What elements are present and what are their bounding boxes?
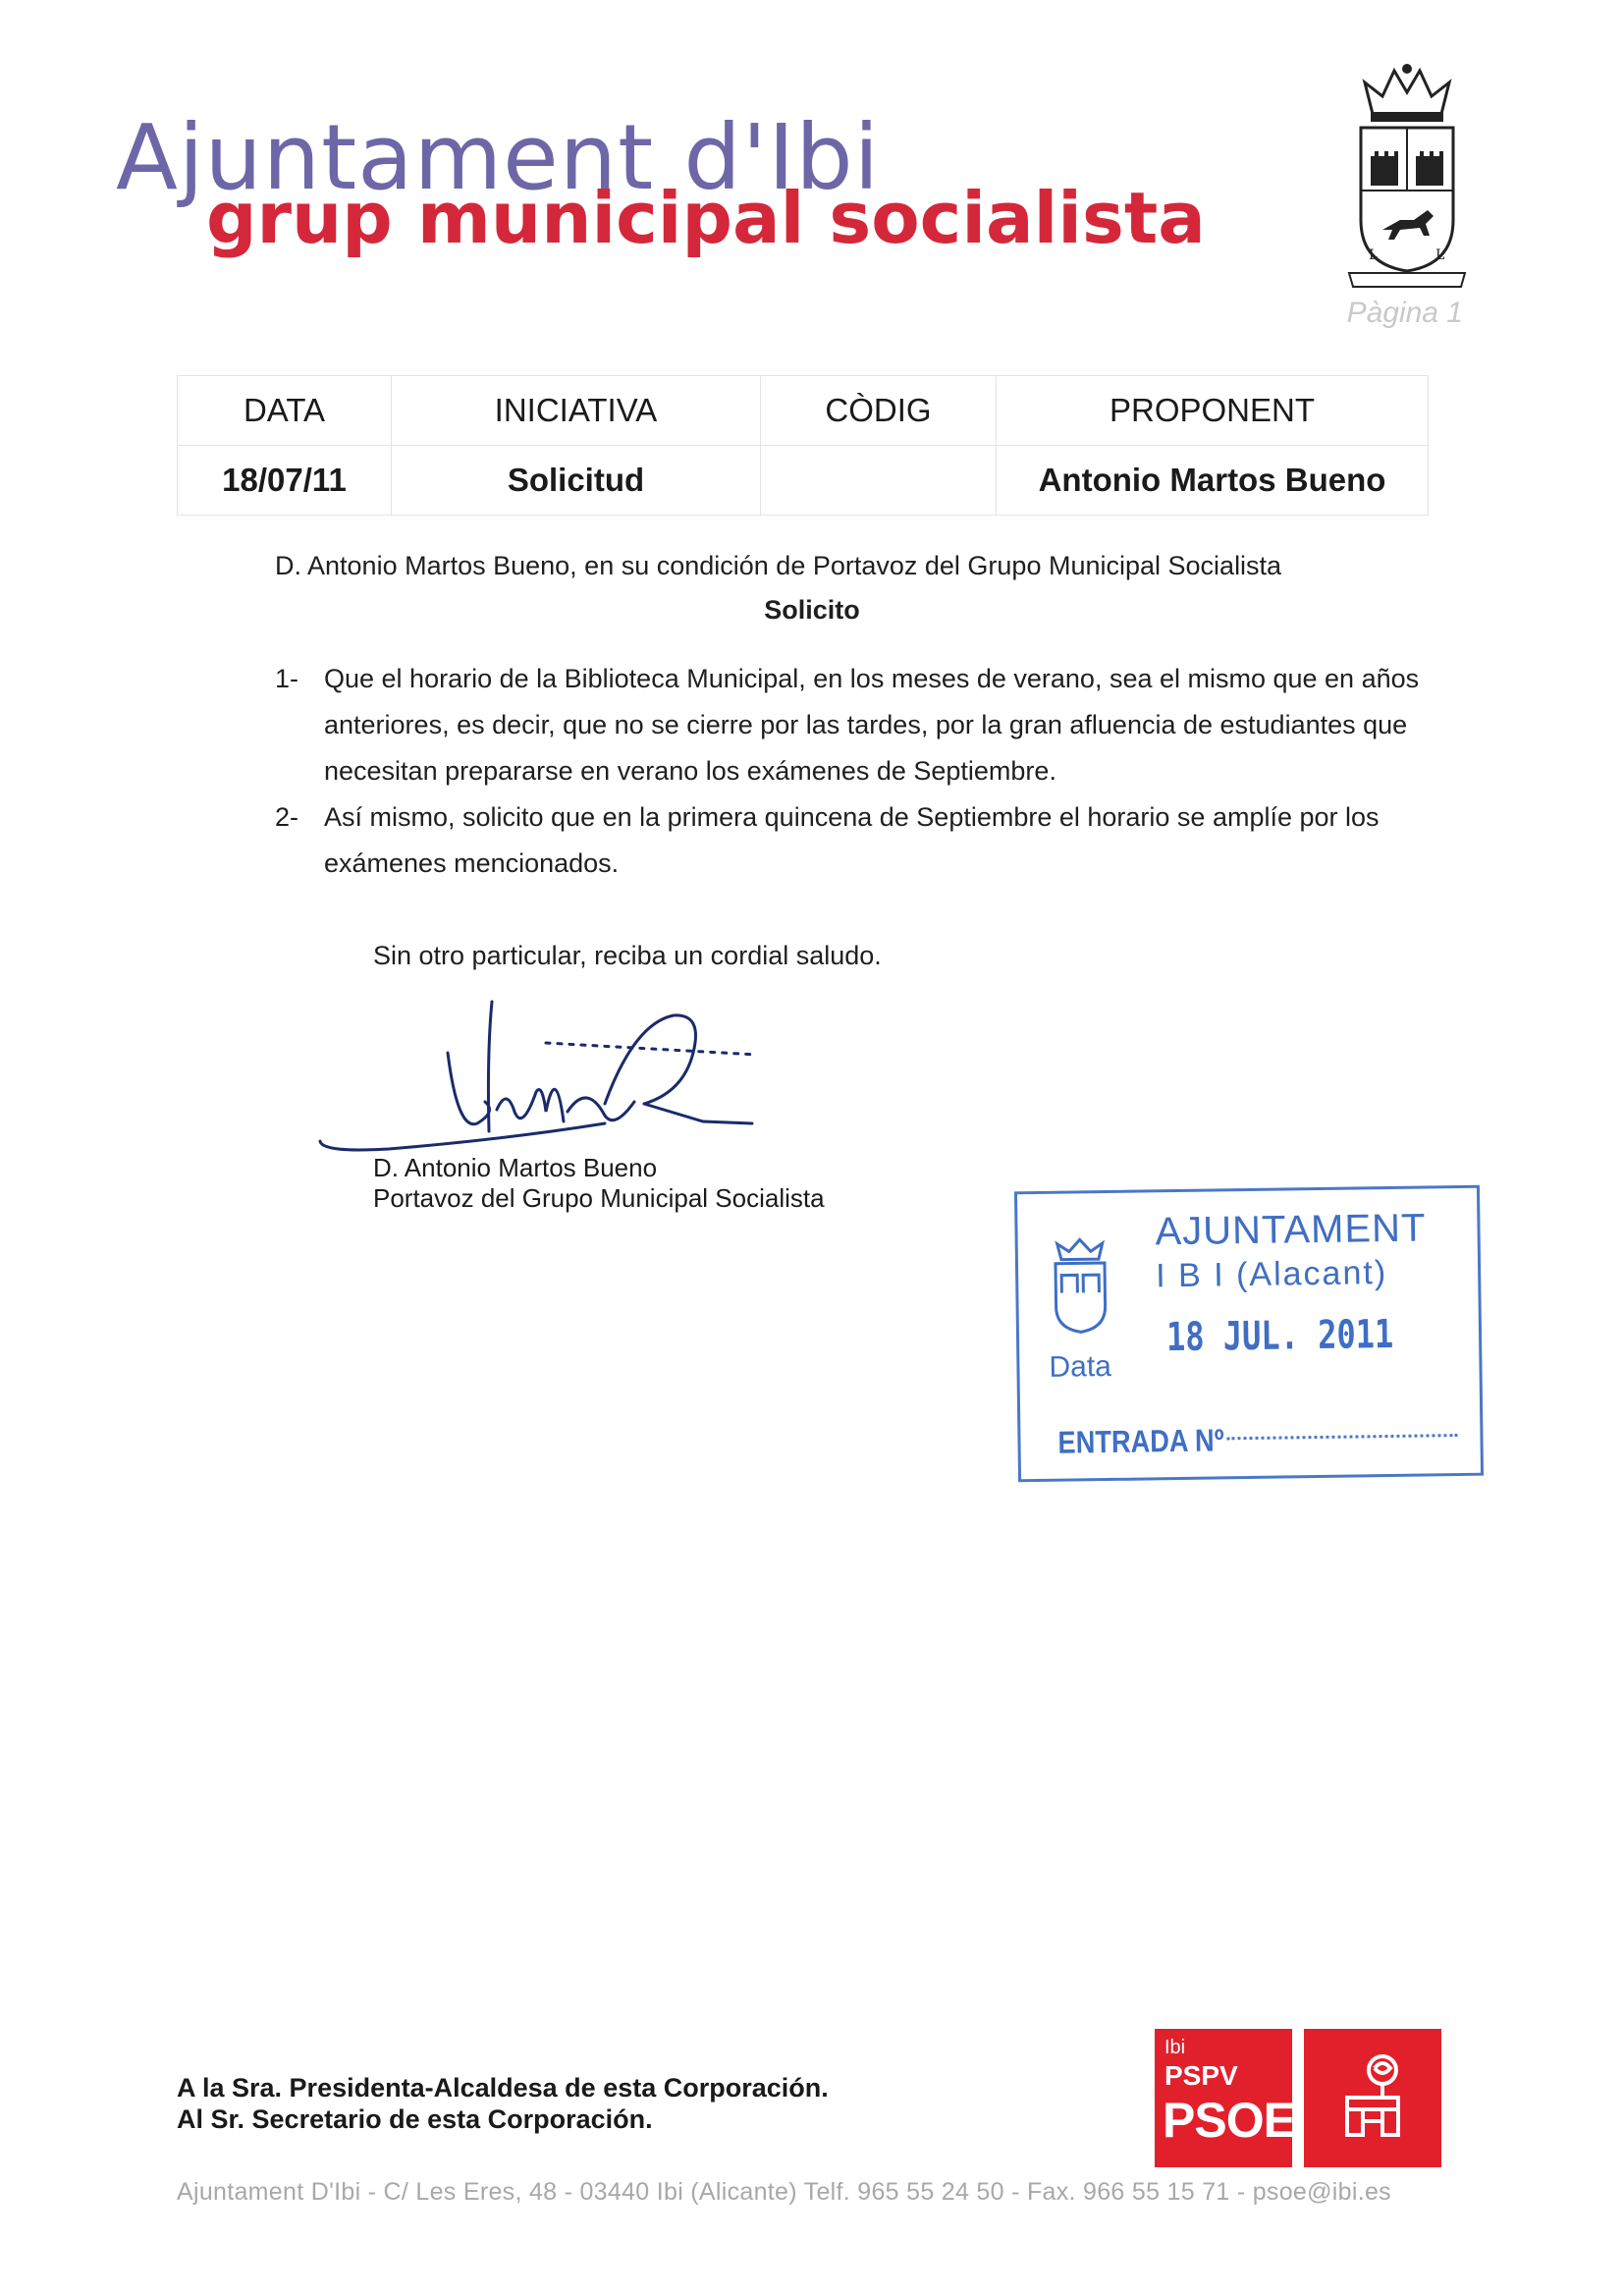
signer-role: Portavoz del Grupo Municipal Socialista xyxy=(373,1183,825,1213)
organization-title: Ajuntament d'Ibi xyxy=(116,105,881,210)
stamp-date: 18 JUL. 2011 xyxy=(1165,1311,1394,1361)
closing-text: Sin otro particular, reciba un cordial saludo. xyxy=(373,941,882,970)
value-data: 18/07/11 xyxy=(178,446,392,516)
registry-stamp xyxy=(1014,1185,1484,1483)
header-iniciativa: INICIATIVA xyxy=(392,376,761,446)
psoe-logo xyxy=(1155,2029,1441,2167)
recipient-line: Al Sr. Secretario de esta Corporación. xyxy=(177,2104,653,2134)
rose-fist-icon xyxy=(1324,2048,1422,2147)
logo-ibi: Ibi xyxy=(1164,2037,1186,2058)
header-data: DATA xyxy=(178,376,392,446)
request-heading: Solicito xyxy=(764,595,860,625)
info-table-header-row xyxy=(178,376,1429,446)
psoe-logo-text-block xyxy=(1155,2029,1295,2167)
list-item-number: 2- xyxy=(275,802,299,832)
stamp-line-2: I B I (Alacant) xyxy=(1155,1254,1388,1295)
footer-address: Ajuntament D'Ibi - C/ Les Eres, 48 - 03440 Ibi (Alicante) Telf. 965 55 24 50 - Fax. 966 55 15 71 - psoe@ibi.es xyxy=(177,2178,1391,2206)
stamp-data-label: Data xyxy=(1049,1349,1112,1384)
signature-icon xyxy=(310,994,772,1157)
list-item-text: Que el horario de la Biblioteca Municipal, en los meses de verano, sea el mismo que en años anteriores, es decir, que no se cierre por las tardes, por la gran afluencia de estudiantes que necesitan prepararse en verano los exámenes de Septiembre. xyxy=(324,664,1420,786)
coat-of-arms-icon xyxy=(1343,63,1471,291)
page-label: Pàgina 1 xyxy=(1346,297,1463,329)
stamp-entrada-label: ENTRADA Nº xyxy=(1057,1422,1224,1460)
intro-text: D. Antonio Martos Bueno, en su condición de Portavoz del Grupo Municipal Socialista xyxy=(275,551,1282,580)
info-table xyxy=(177,375,1429,516)
recipient-line: A la Sra. Presidenta-Alcaldesa de esta Corporación. xyxy=(177,2073,829,2103)
value-iniciativa: Solicitud xyxy=(392,446,761,516)
header-proponent: PROPONENT xyxy=(997,376,1429,446)
psoe-logo-rose-block xyxy=(1304,2029,1441,2167)
group-title: grup municipal socialista xyxy=(206,177,1206,259)
stamp-line-1: AJUNTAMENT xyxy=(1155,1206,1427,1254)
list-item-text: Así mismo, solicito que en la primera quincena de Septiembre el horario se amplíe por los exámenes mencionados. xyxy=(324,802,1380,878)
info-table-value-row xyxy=(178,446,1429,516)
logo-psoe: PSOE xyxy=(1163,2093,1295,2148)
value-proponent: Antonio Martos Bueno xyxy=(997,446,1429,516)
stamp-emblem-icon xyxy=(1048,1237,1113,1337)
value-codig xyxy=(761,446,997,516)
signer-name: D. Antonio Martos Bueno xyxy=(373,1153,658,1182)
svg-text:L: L xyxy=(1369,247,1379,263)
logo-pspv: PSPV xyxy=(1164,2060,1238,2091)
header-codig: CÒDIG xyxy=(761,376,997,446)
svg-text:L: L xyxy=(1435,247,1445,263)
list-item-number: 1- xyxy=(275,664,299,693)
stamp-entrada-dots xyxy=(1226,1434,1457,1440)
